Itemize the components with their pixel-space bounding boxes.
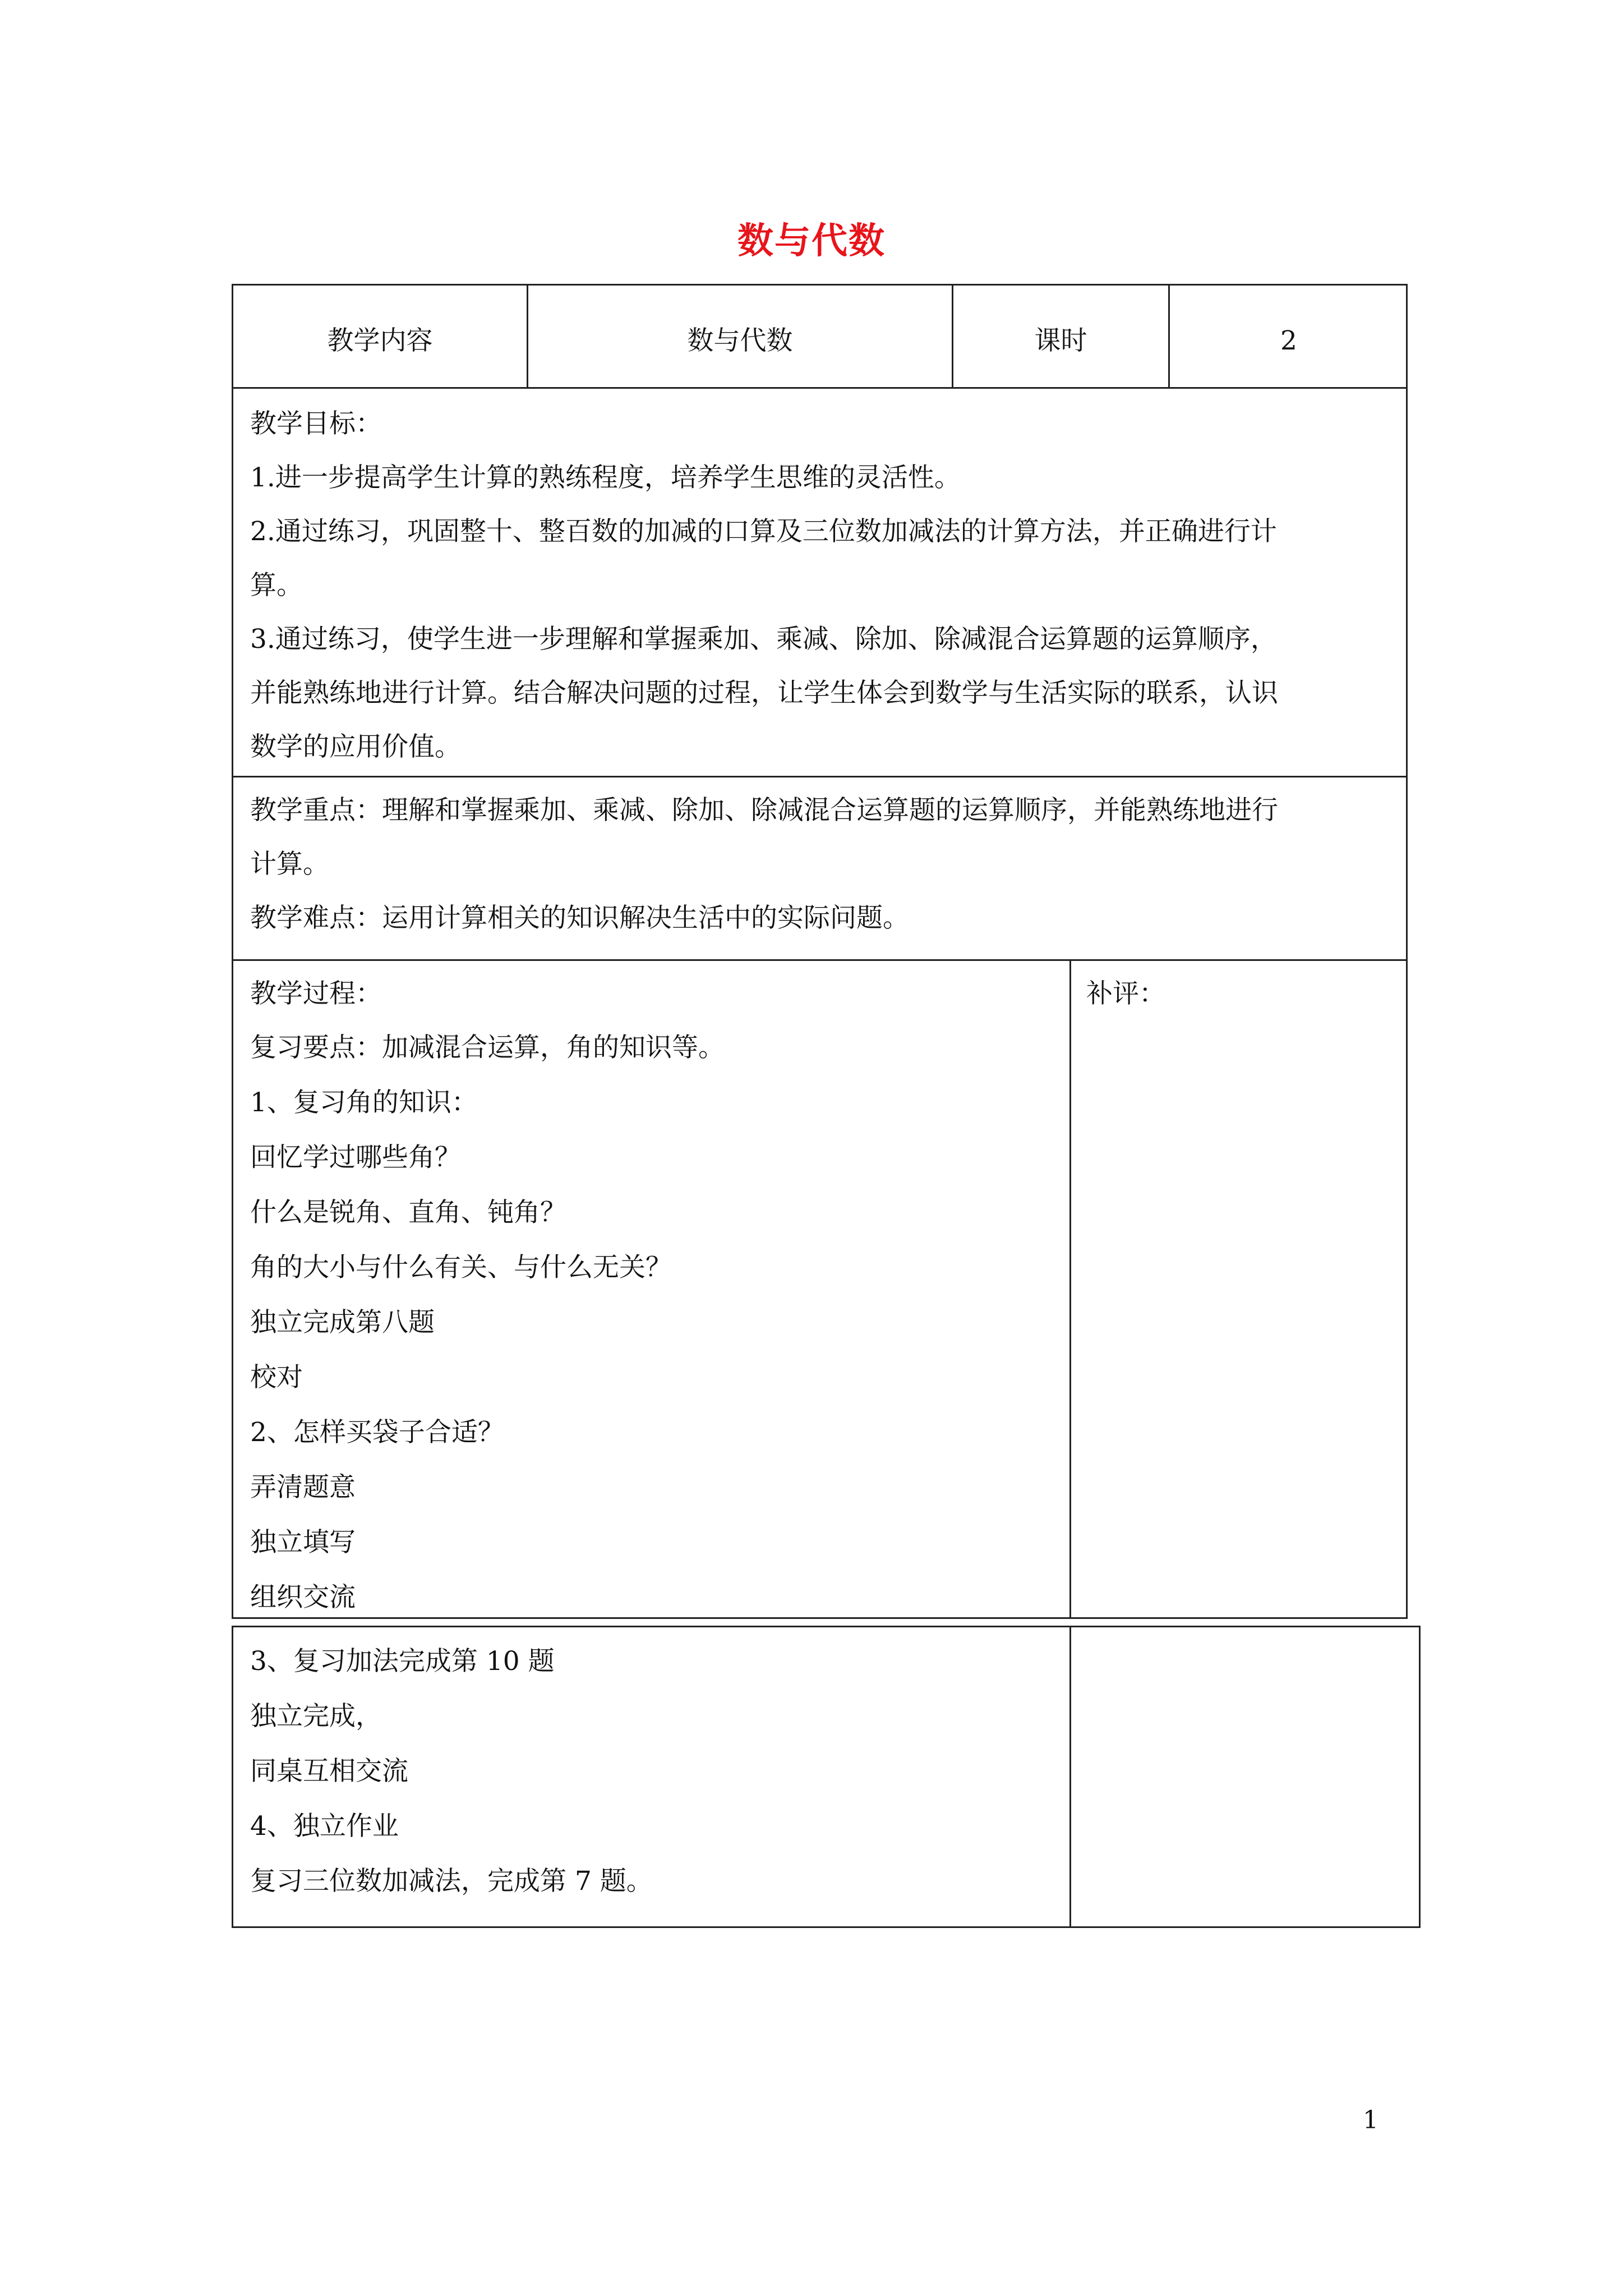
process-line: 校对 (250, 1362, 303, 1393)
continuation-divider (1069, 1626, 1071, 1928)
continuation-line: 同桌互相交流 (250, 1756, 408, 1787)
content-value: 数与代数 (687, 325, 793, 356)
page-title: 数与代数 (737, 220, 886, 262)
process-line: 独立完成第八题 (250, 1307, 435, 1338)
key-point-line: 教学重点：理解和掌握乘加、乘减、除加、除减混合运算题的运算顺序，并能熟练地进行 (250, 795, 1278, 826)
objective-line: 数学的应用价值。 (250, 731, 461, 762)
process-line: 弄清题意 (250, 1472, 356, 1503)
period-label: 课时 (1034, 325, 1087, 356)
objective-line: 1.进一步提高学生计算的熟练程度，培养学生思维的灵活性。 (250, 462, 961, 493)
process-line: 组织交流 (250, 1582, 356, 1613)
process-line: 复习要点：加减混合运算，角的知识等。 (250, 1032, 725, 1063)
comment-label: 补评： (1086, 978, 1165, 1009)
continuation-line: 4、独立作业 (250, 1811, 399, 1842)
process-heading: 教学过程： (250, 978, 382, 1009)
page-number: 1 (1363, 2106, 1378, 2134)
process-line: 1、复习角的知识： (250, 1087, 478, 1118)
objective-line: 3.通过练习，使学生进一步理解和掌握乘加、乘减、除加、除减混合运算题的运算顺序， (250, 624, 1277, 655)
continuation-line: 独立完成， (250, 1701, 382, 1732)
objectives-heading: 教学目标： (250, 408, 382, 439)
row-divider-header (232, 387, 1408, 389)
process-line: 什么是锐角、直角、钝角？ (250, 1197, 566, 1228)
objective-line: 2.通过练习，巩固整十、整百数的加减的口算及三位数加减法的计算方法，并正确进行计 (250, 516, 1277, 547)
period-value: 2 (1280, 325, 1297, 356)
process-comment-divider (1069, 959, 1071, 1619)
objective-line: 并能熟练地进行计算。结合解决问题的过程，让学生体会到数学与生活实际的联系，认识 (250, 678, 1278, 708)
objective-line: 算。 (250, 570, 303, 601)
process-line: 2、怎样买袋子合适？ (250, 1417, 504, 1448)
difficulty-line: 教学难点：运用计算相关的知识解决生活中的实际问题。 (250, 903, 909, 933)
process-line: 独立填写 (250, 1527, 356, 1558)
row-divider-objectives (232, 776, 1408, 777)
process-line: 角的大小与什么有关、与什么无关？ (250, 1252, 672, 1283)
continuation-line: 复习三位数加减法，完成第 7 题。 (250, 1866, 653, 1897)
continuation-line: 3、复习加法完成第 10 题 (250, 1646, 555, 1677)
key-point-line: 计算。 (250, 849, 329, 880)
content-label: 教学内容 (327, 325, 433, 356)
process-line: 回忆学过哪些角？ (250, 1142, 461, 1173)
row-divider-keypoints (232, 959, 1408, 961)
